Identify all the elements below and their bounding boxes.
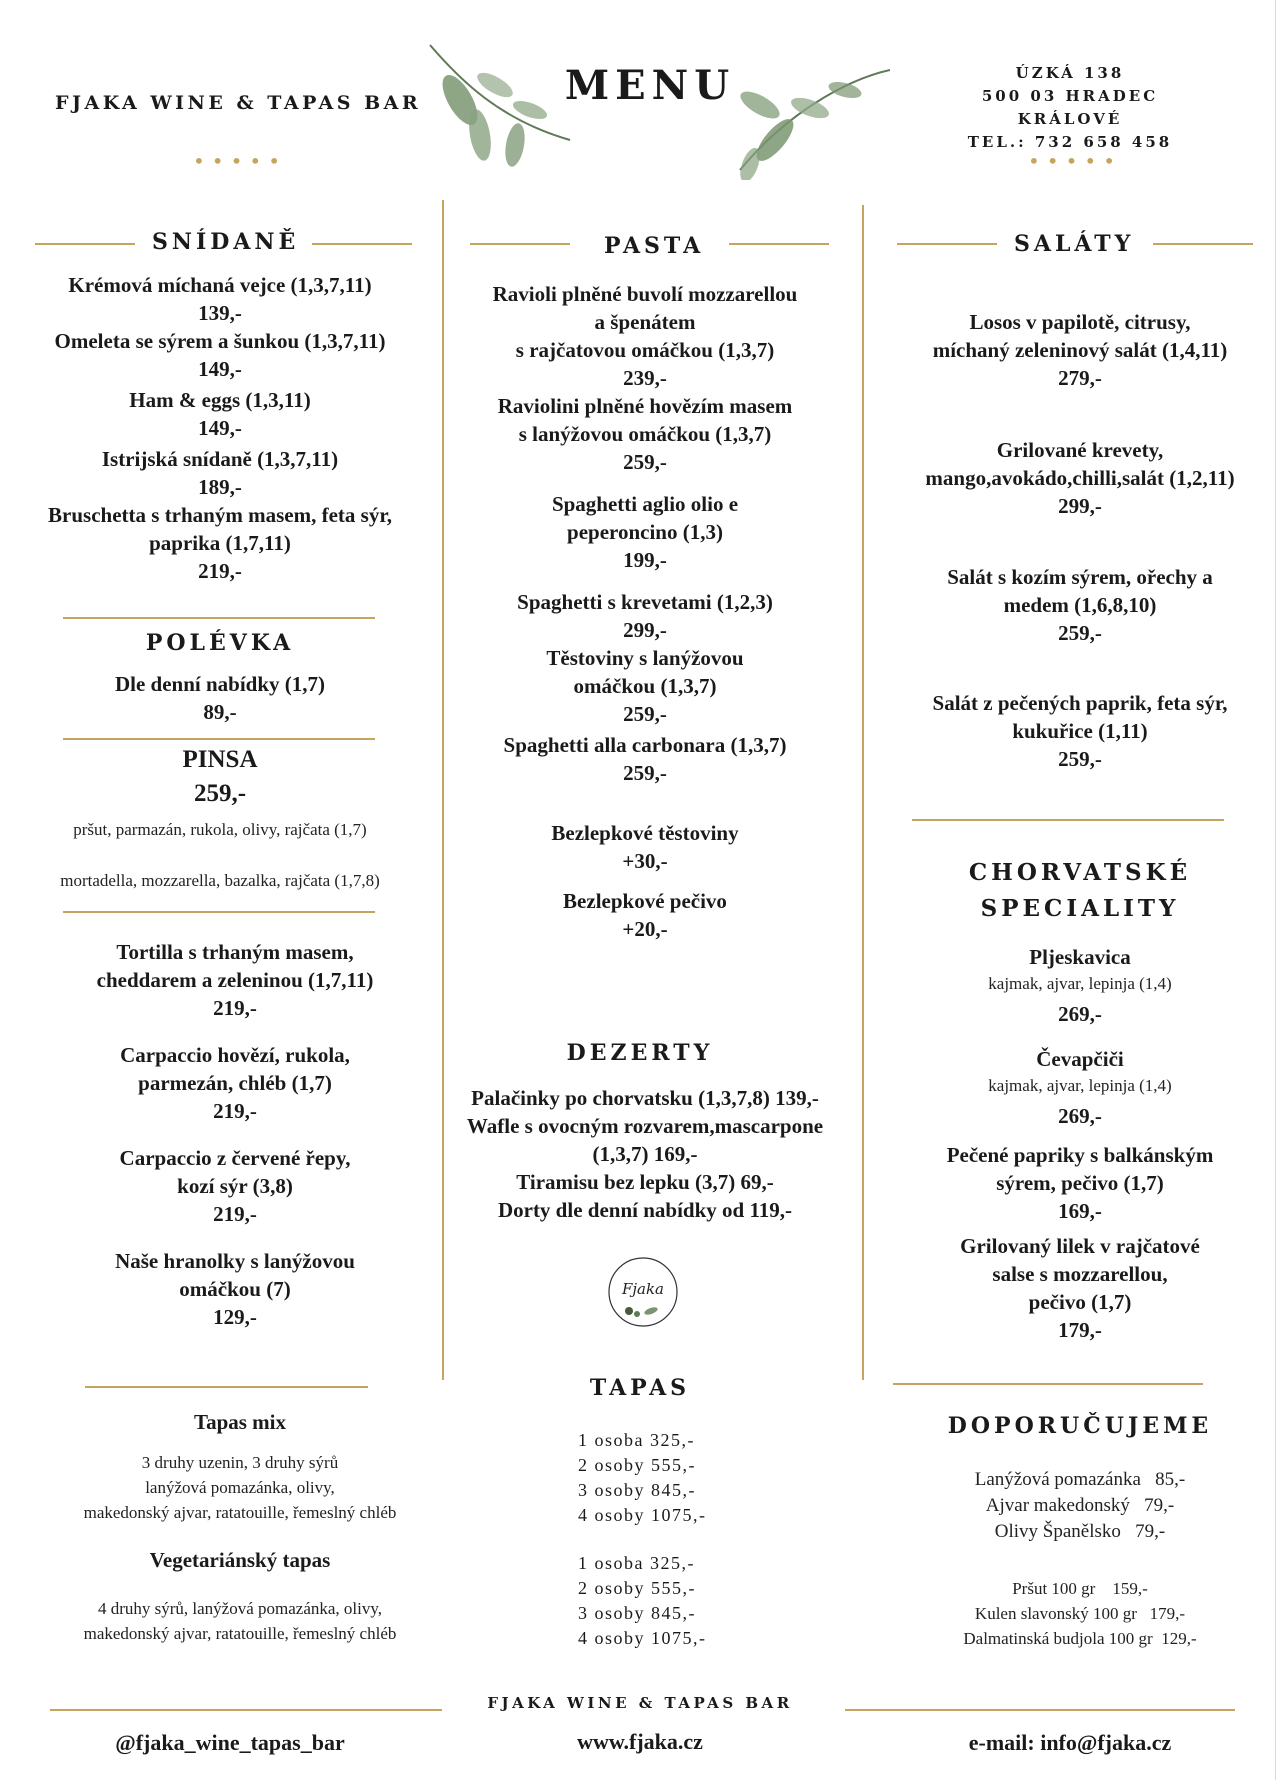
menu-item-name: Spaghetti alla carbonara (1,3,7) bbox=[503, 733, 787, 757]
menu-item-name: Istrijská snídaně (1,3,7,11) bbox=[101, 447, 339, 471]
recommendation-price: 179,- bbox=[1149, 1604, 1186, 1623]
section-title-chorvatske bbox=[885, 855, 1275, 927]
menu-item-price: 259,- bbox=[623, 702, 667, 726]
recommendation-line bbox=[885, 1467, 1275, 1493]
section-rule bbox=[729, 243, 829, 245]
menu-item-price: 149,- bbox=[198, 357, 242, 381]
menu-item-price: 269,- bbox=[1058, 1002, 1102, 1026]
dessert-line: Palačinky po chorvatsku (1,3,7,8) 139,- bbox=[471, 1086, 819, 1110]
menu-item-price: +20,- bbox=[622, 917, 668, 941]
menu-item-name: Těstoviny s lanýžovou bbox=[546, 646, 744, 670]
recommendation-price: 85,- bbox=[1155, 1469, 1186, 1490]
section-title-doporucujeme: DOPORUČUJEME bbox=[947, 1413, 1213, 1439]
section-title-dezerty: DEZERTY bbox=[566, 1040, 714, 1066]
menu-item-name: salse s mozzarellou, bbox=[992, 1262, 1168, 1286]
menu-item-name: pečivo (1,7) bbox=[1028, 1290, 1132, 1314]
decorative-dots-left: ••••• bbox=[193, 149, 287, 173]
recommendation-name: Lanýžová pomazánka bbox=[974, 1469, 1141, 1490]
menu-item-price: 169,- bbox=[1058, 1199, 1102, 1223]
menu-item-price: 149,- bbox=[198, 416, 242, 440]
menu-item-name: mango,avokádo,chilli,salát (1,2,11) bbox=[925, 466, 1235, 490]
tapas-veg-desc: makedonský ajvar, ratatouille, řemeslný chléb bbox=[83, 1624, 397, 1643]
menu-item-name: Tortilla s trhaným masem, bbox=[116, 940, 354, 964]
footer-rule-right bbox=[845, 1709, 1235, 1711]
pinsa-option-1: pršut, parmazán, rukola, olivy, rajčata (1,7) bbox=[73, 820, 367, 839]
recommendation-name: Kulen slavonský 100 gr bbox=[974, 1604, 1137, 1623]
section-rule bbox=[63, 911, 375, 913]
tapas-mix-title: Tapas mix bbox=[193, 1410, 286, 1434]
menu-item-name: cheddarem a zeleninou (1,7,11) bbox=[96, 968, 374, 992]
dessert-line: Tiramisu bez lepku (3,7) 69,- bbox=[516, 1170, 774, 1194]
olive-branch-right-icon bbox=[725, 60, 895, 180]
tapas-mix-desc: makedonský ajvar, ratatouille, řemeslný chléb bbox=[83, 1503, 397, 1522]
menu-item-price: 189,- bbox=[198, 475, 242, 499]
menu-item-price: 179,- bbox=[1058, 1318, 1102, 1342]
tapas-veg-title: Vegetariánský tapas bbox=[149, 1548, 331, 1572]
tapas-price-line: 1 osoba 325,- bbox=[578, 1430, 695, 1450]
snidane-list bbox=[20, 271, 420, 585]
section-rule bbox=[63, 738, 375, 740]
tapas-price-line: 2 osoby 555,- bbox=[578, 1578, 696, 1598]
footer-bar-name: FJAKA WINE & TAPAS BAR bbox=[487, 1694, 793, 1712]
menu-item-name: Bezlepkové těstoviny bbox=[551, 821, 739, 845]
recommendation-name: Olivy Španělsko bbox=[994, 1521, 1121, 1542]
menu-item-name: omáčkou (7) bbox=[179, 1277, 291, 1301]
menu-item-name: Carpaccio z červené řepy, bbox=[119, 1146, 351, 1170]
menu-item-name: míchaný zeleninový salát (1,4,11) bbox=[932, 338, 1228, 362]
address-phone: TEL.: 732 658 458 bbox=[967, 133, 1173, 151]
menu-item-name: Pljeskavica bbox=[1029, 945, 1131, 969]
menu-item-name: peperoncino (1,3) bbox=[567, 520, 723, 544]
address-city: 500 03 HRADEC KRÁLOVÉ bbox=[981, 87, 1159, 128]
recommendation-line bbox=[885, 1576, 1275, 1601]
recommendation-line bbox=[885, 1601, 1275, 1626]
tapas-price-line: 3 osoby 845,- bbox=[578, 1480, 696, 1500]
tapas-mix-desc: lanýžová pomazánka, olivy, bbox=[145, 1478, 335, 1497]
dessert-line: (1,3,7) 169,- bbox=[592, 1142, 698, 1166]
section-rule bbox=[912, 819, 1224, 821]
menu-item-name: Grilovaný lilek v rajčatové bbox=[960, 1234, 1200, 1258]
left-extra-list bbox=[20, 938, 450, 1331]
menu-item-price: 239,- bbox=[623, 366, 667, 390]
footer-rule-left bbox=[50, 1709, 442, 1711]
recommendation-line bbox=[885, 1519, 1275, 1545]
recommendation-name: Dalmatinská budjola 100 gr bbox=[963, 1629, 1153, 1648]
tapas-price-line: 1 osoba 325,- bbox=[578, 1553, 695, 1573]
tapas-price-list-1 bbox=[578, 1428, 778, 1528]
page-border bbox=[1275, 0, 1276, 1780]
menu-item-name: medem (1,6,8,10) bbox=[1003, 593, 1157, 617]
menu-item-name: a špenátem bbox=[594, 310, 696, 334]
tapas-veg-desc: 4 druhy sýrů, lanýžová pomazánka, olivy, bbox=[97, 1599, 383, 1618]
fjaka-logo-icon bbox=[607, 1256, 679, 1328]
menu-item-name: omáčkou (1,3,7) bbox=[573, 674, 717, 698]
menu-item-name: Salát z pečených paprik, feta sýr, bbox=[932, 691, 1228, 715]
recommendation-price: 159,- bbox=[1112, 1579, 1148, 1598]
salaty-list bbox=[885, 308, 1275, 773]
menu-item-price: 299,- bbox=[1058, 494, 1102, 518]
menu-item-price: 129,- bbox=[213, 1305, 257, 1329]
menu-item-name: Spaghetti s krevetami (1,2,3) bbox=[517, 590, 773, 614]
menu-item-name: Bruschetta s trhaným masem, feta sýr, bbox=[48, 503, 392, 527]
dessert-line: Wafle s ovocným rozvarem,mascarpone bbox=[466, 1114, 824, 1138]
tapas-price-line: 3 osoby 845,- bbox=[578, 1603, 696, 1623]
website-link[interactable]: www.fjaka.cz bbox=[577, 1729, 703, 1754]
section-rule bbox=[1153, 243, 1253, 245]
section-rule bbox=[63, 617, 375, 619]
instagram-link[interactable]: @fjaka_wine_tapas_bar bbox=[115, 1730, 345, 1755]
chorvatske-title-line: CHORVATSKÉ bbox=[968, 859, 1192, 886]
menu-item-name: s lanýžovou omáčkou (1,3,7) bbox=[518, 422, 772, 446]
chorvatske-list bbox=[885, 943, 1275, 1344]
section-rule bbox=[35, 243, 135, 245]
section-rule bbox=[897, 243, 997, 245]
menu-item-name: Losos v papilotě, citrusy, bbox=[969, 310, 1191, 334]
menu-item-price: 259,- bbox=[623, 761, 667, 785]
chorvatske-title-line: SPECIALITY bbox=[980, 895, 1180, 922]
section-rule bbox=[470, 243, 570, 245]
pinsa-price: 259,- bbox=[193, 780, 247, 807]
menu-item-price: 279,- bbox=[1058, 366, 1102, 390]
recommendation-price: 129,- bbox=[1161, 1629, 1197, 1648]
bar-name: FJAKA WINE & TAPAS BAR bbox=[55, 92, 422, 114]
dessert-line: Dorty dle denní nabídky od 119,- bbox=[497, 1198, 793, 1222]
menu-item-name: kozí sýr (3,8) bbox=[177, 1174, 293, 1198]
menu-item-name: Pečené papriky s balkánským bbox=[946, 1143, 1214, 1167]
menu-item-price: 259,- bbox=[1058, 621, 1102, 645]
section-rule bbox=[893, 1383, 1203, 1385]
section-rule bbox=[312, 243, 412, 245]
menu-item-name: Čevapčiči bbox=[1036, 1047, 1124, 1071]
address-street: ÚZKÁ 138 bbox=[1015, 64, 1125, 82]
tapas-price-line: 4 osoby 1075,- bbox=[578, 1505, 707, 1525]
doporucujeme-list-2 bbox=[885, 1576, 1275, 1651]
menu-item-name: Grilované krevety, bbox=[996, 438, 1164, 462]
menu-item-name: Krémová míchaná vejce (1,3,7,11) bbox=[68, 273, 372, 297]
menu-item-price: 259,- bbox=[1058, 747, 1102, 771]
recommendation-price: 79,- bbox=[1135, 1521, 1166, 1542]
menu-item-price: 269,- bbox=[1058, 1104, 1102, 1128]
dezerty-list bbox=[420, 1084, 870, 1224]
section-title-polevka: POLÉVKA bbox=[145, 630, 295, 656]
menu-item-name: Omeleta se sýrem a šunkou (1,3,7,11) bbox=[54, 329, 386, 353]
menu-item-name: Bezlepkové pečivo bbox=[563, 889, 727, 913]
menu-item-price: 89,- bbox=[203, 700, 237, 724]
menu-item-note: kajmak, ajvar, lepinja (1,4) bbox=[988, 1076, 1172, 1095]
recommendation-price: 79,- bbox=[1144, 1495, 1175, 1516]
menu-item-price: 219,- bbox=[213, 1202, 257, 1226]
olive-branch-left-icon bbox=[420, 40, 580, 170]
menu-item-price: 139,- bbox=[198, 301, 242, 325]
menu-item-price: +30,- bbox=[622, 849, 668, 873]
tapas-price-list-2 bbox=[578, 1551, 778, 1651]
recommendation-line bbox=[885, 1493, 1275, 1519]
pinsa-option-2: mortadella, mozzarella, bazalka, rajčata (1,7,8) bbox=[60, 871, 380, 890]
section-title-tapas: TAPAS bbox=[589, 1375, 691, 1401]
polevka-item bbox=[20, 670, 420, 726]
menu-title: MENU bbox=[564, 62, 736, 109]
tapas-mix bbox=[40, 1408, 440, 1646]
menu-item-name: Naše hranolky s lanýžovou bbox=[115, 1249, 355, 1273]
recommendation-name: Ajvar makedonský bbox=[985, 1495, 1130, 1516]
section-title-pinsa: PINSA bbox=[182, 746, 258, 773]
tapas-mix-desc: 3 druhy uzenin, 3 druhy sýrů bbox=[141, 1453, 339, 1472]
menu-item-name: Dle denní nabídky (1,7) bbox=[114, 672, 326, 696]
decorative-dots-right: ••••• bbox=[1028, 149, 1122, 173]
section-rule bbox=[85, 1386, 368, 1388]
email-link[interactable]: e-mail: info@fjaka.cz bbox=[968, 1730, 1172, 1755]
menu-item-price: 259,- bbox=[623, 450, 667, 474]
menu-item-name: Salát s kozím sýrem, ořechy a bbox=[947, 565, 1213, 589]
recommendation-line bbox=[885, 1626, 1275, 1651]
menu-item-name: kukuřice (1,11) bbox=[1012, 719, 1148, 743]
section-title-salaty: SALÁTY bbox=[1014, 231, 1135, 257]
section-title-snidane: SNÍDANĚ bbox=[152, 229, 300, 255]
menu-item-price: 199,- bbox=[623, 548, 667, 572]
recommendation-name: Pršut 100 gr bbox=[1012, 1579, 1096, 1598]
menu-item-name: Raviolini plněné hovězím masem bbox=[497, 394, 793, 418]
address bbox=[930, 62, 1210, 154]
menu-item-price: 219,- bbox=[213, 996, 257, 1020]
doporucujeme-list-1 bbox=[885, 1467, 1275, 1545]
menu-item-price: 299,- bbox=[623, 618, 667, 642]
section-title-pasta: PASTA bbox=[604, 233, 705, 259]
menu-item-name: Carpaccio hovězí, rukola, bbox=[120, 1043, 350, 1067]
menu-item-name: paprika (1,7,11) bbox=[149, 531, 291, 555]
menu-item-name: sýrem, pečivo (1,7) bbox=[996, 1171, 1164, 1195]
menu-item-price: 219,- bbox=[198, 559, 242, 583]
menu-item-name: Ham & eggs (1,3,11) bbox=[129, 388, 311, 412]
menu-item-name: s rajčatovou omáčkou (1,3,7) bbox=[515, 338, 775, 362]
menu-item-name: parmezán, chléb (1,7) bbox=[138, 1071, 332, 1095]
menu-item-note: kajmak, ajvar, lepinja (1,4) bbox=[988, 974, 1172, 993]
menu-item-name: Spaghetti aglio olio e bbox=[551, 492, 739, 516]
tapas-price-line: 2 osoby 555,- bbox=[578, 1455, 696, 1475]
logo-text: Fjaka bbox=[621, 1280, 665, 1298]
menu-item-name: Ravioli plněné buvolí mozzarellou bbox=[492, 282, 798, 306]
menu-item-price: 219,- bbox=[213, 1099, 257, 1123]
pasta-list bbox=[445, 280, 845, 943]
tapas-price-line: 4 osoby 1075,- bbox=[578, 1628, 707, 1648]
